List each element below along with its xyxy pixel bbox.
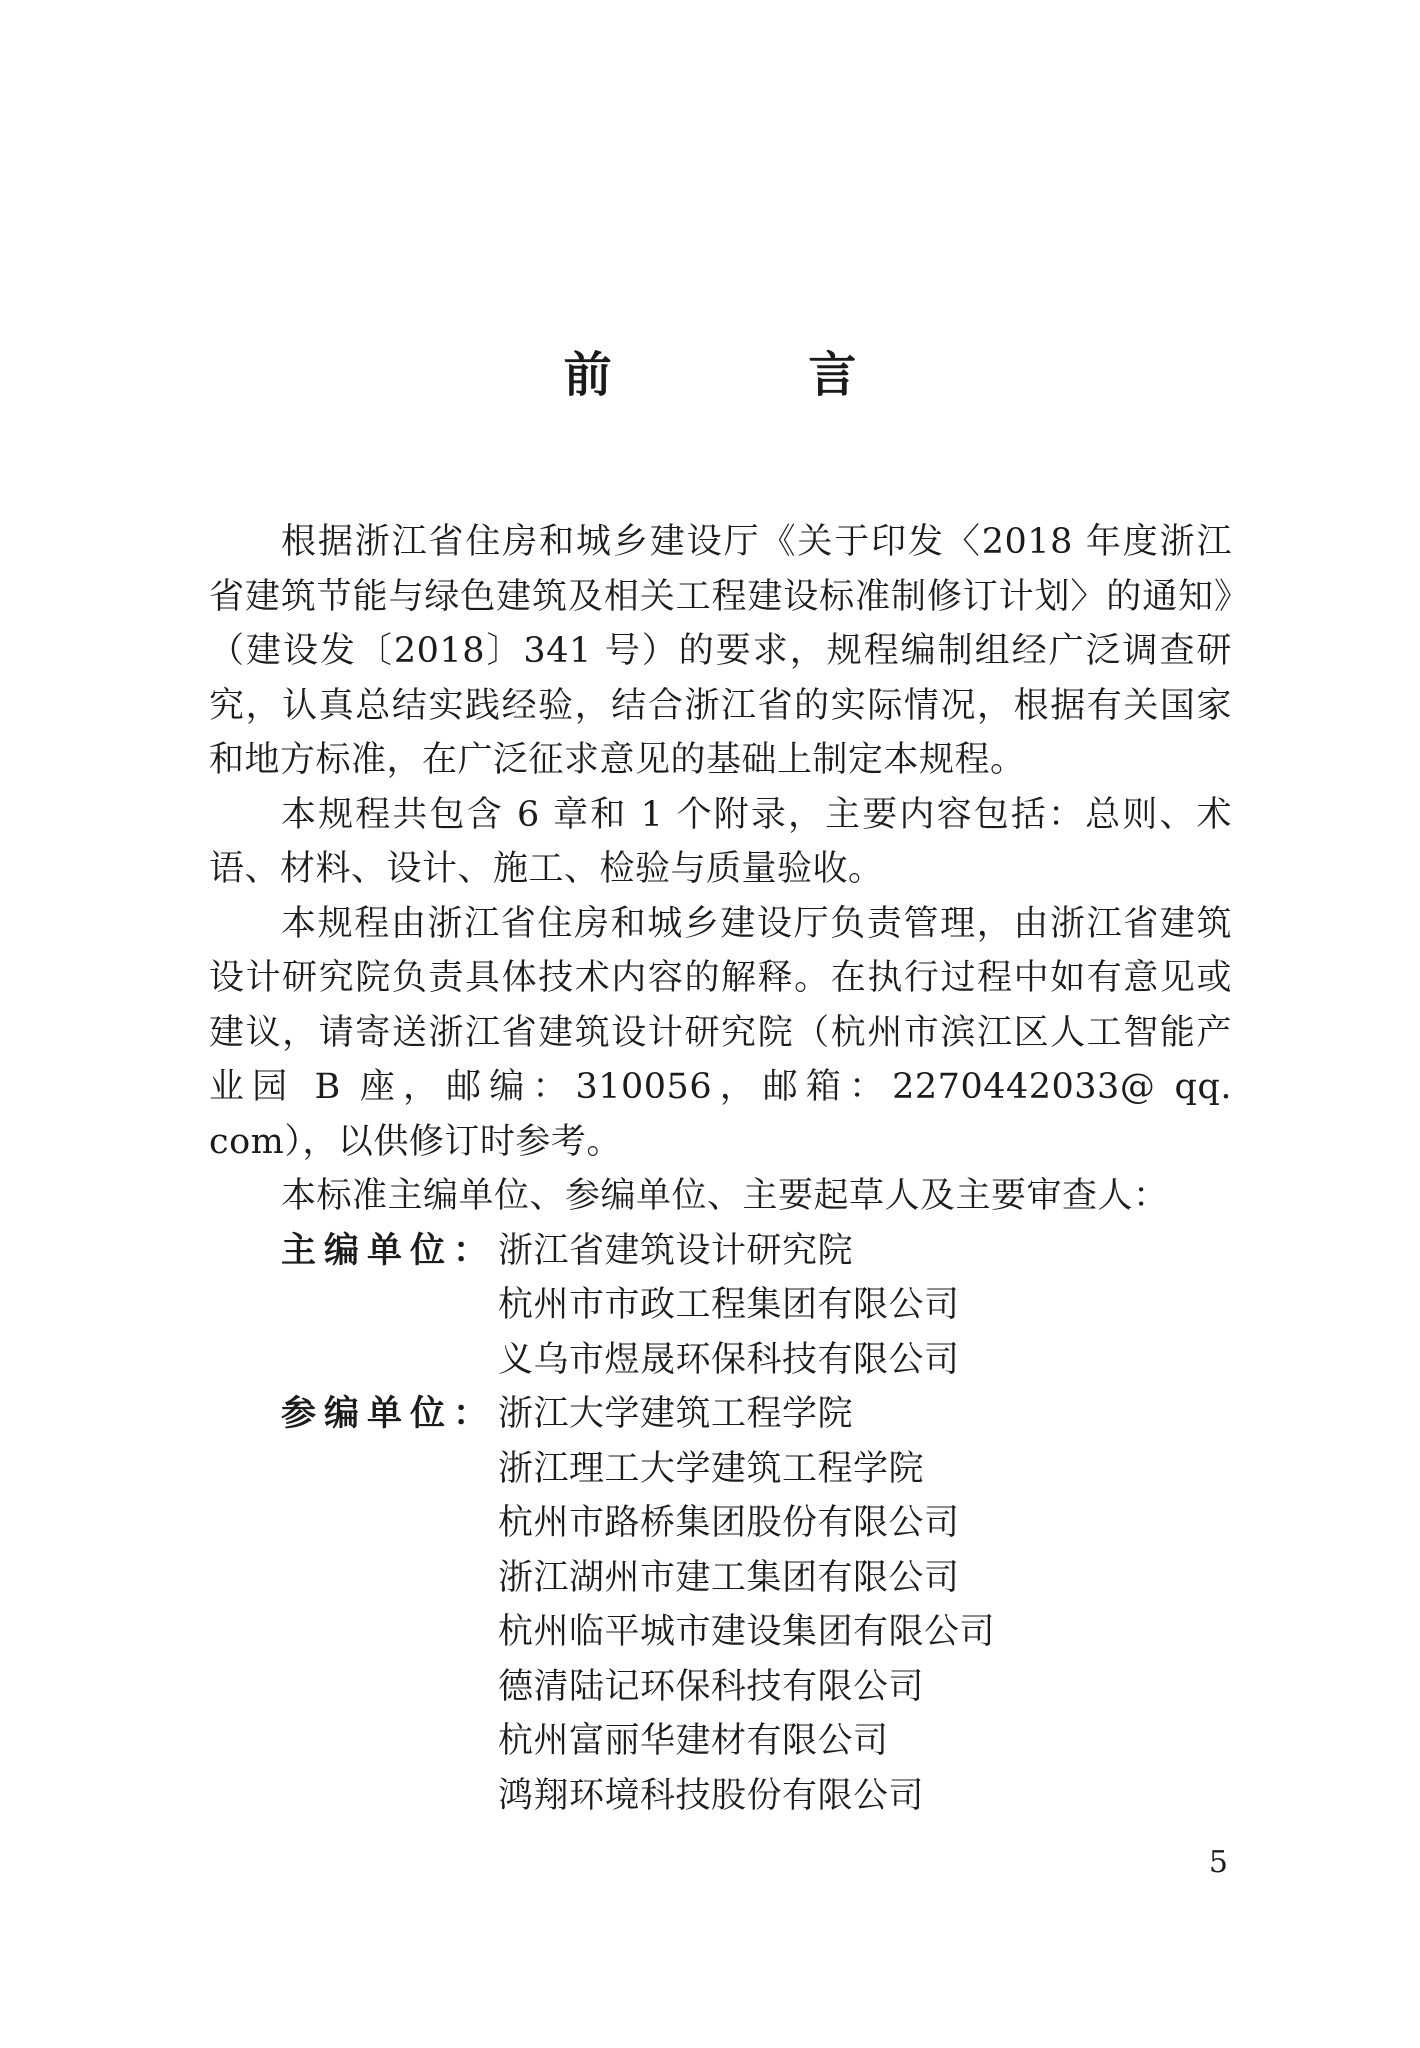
participating-unit-item: 杭州富丽华建材有限公司 (498, 1721, 889, 1761)
participating-unit-item: 浙江湖州市建工集团有限公司 (498, 1557, 960, 1598)
paragraph-contents: 本规程共包含 6 章和 1 个附录，主要内容包括：总则、术语、材料、设计、施工、检验与质量验收。 (209, 794, 1232, 889)
chief-unit-item: 义乌市煜晟环保科技有限公司 (498, 1339, 960, 1380)
participating-unit-item: 德清陆记环保科技有限公司 (498, 1666, 925, 1707)
chief-unit-item: 杭州市市政工程集团有限公司 (498, 1285, 960, 1325)
chief-units-group (209, 1224, 1232, 1388)
chief-units-label: 主编单位： (281, 1230, 497, 1271)
participating-units-list (498, 1387, 995, 1823)
paragraph-management: 本规程由浙江省住房和城乡建设厅负责管理，由浙江省建筑设计研究院负责具体技术内容的解释。在执行过程中如有意见或建议，请寄送浙江省建筑设计研究院（杭州市滨江区人工智能产业园 B 座，邮编：310056，邮箱：2270442033@ qq. com），以供修订时参考。 (209, 903, 1232, 1162)
participating-unit-item: 杭州临平城市建设集团有限公司 (498, 1612, 996, 1652)
participating-units-label: 参编单位： (281, 1394, 497, 1434)
preface-body (209, 515, 1232, 1823)
chief-units-list (498, 1224, 960, 1388)
page-number: 5 (1208, 1845, 1228, 1880)
chief-unit-item: 浙江省建筑设计研究院 (498, 1230, 854, 1271)
participating-unit-item: 杭州市路桥集团股份有限公司 (498, 1503, 960, 1543)
participating-unit-item: 鸿翔环境科技股份有限公司 (498, 1775, 925, 1816)
participating-unit-item: 浙江理工大学建筑工程学院 (498, 1448, 925, 1489)
units-section (209, 1224, 1232, 1824)
paragraph-basis: 根据浙江省住房和城乡建设厅《关于印发〈2018 年度浙江省建筑节能与绿色建筑及相关工程建设标准制修订计划〉的通知》（建设发〔2018〕341 号）的要求，规程编制组经广泛调查研究，认真总结实践经验，结合浙江省的实际情况，根据有关国家和地方标准，在广泛征求意见的基础上制定本规程。 (209, 522, 1232, 780)
participating-units-group (209, 1387, 1232, 1823)
page-title: 前 言 (563, 347, 947, 403)
paragraph-units-intro: 本标准主编单位、参编单位、主要起草人及主要审查人： (281, 1176, 1169, 1216)
participating-unit-item: 浙江大学建筑工程学院 (498, 1394, 854, 1434)
